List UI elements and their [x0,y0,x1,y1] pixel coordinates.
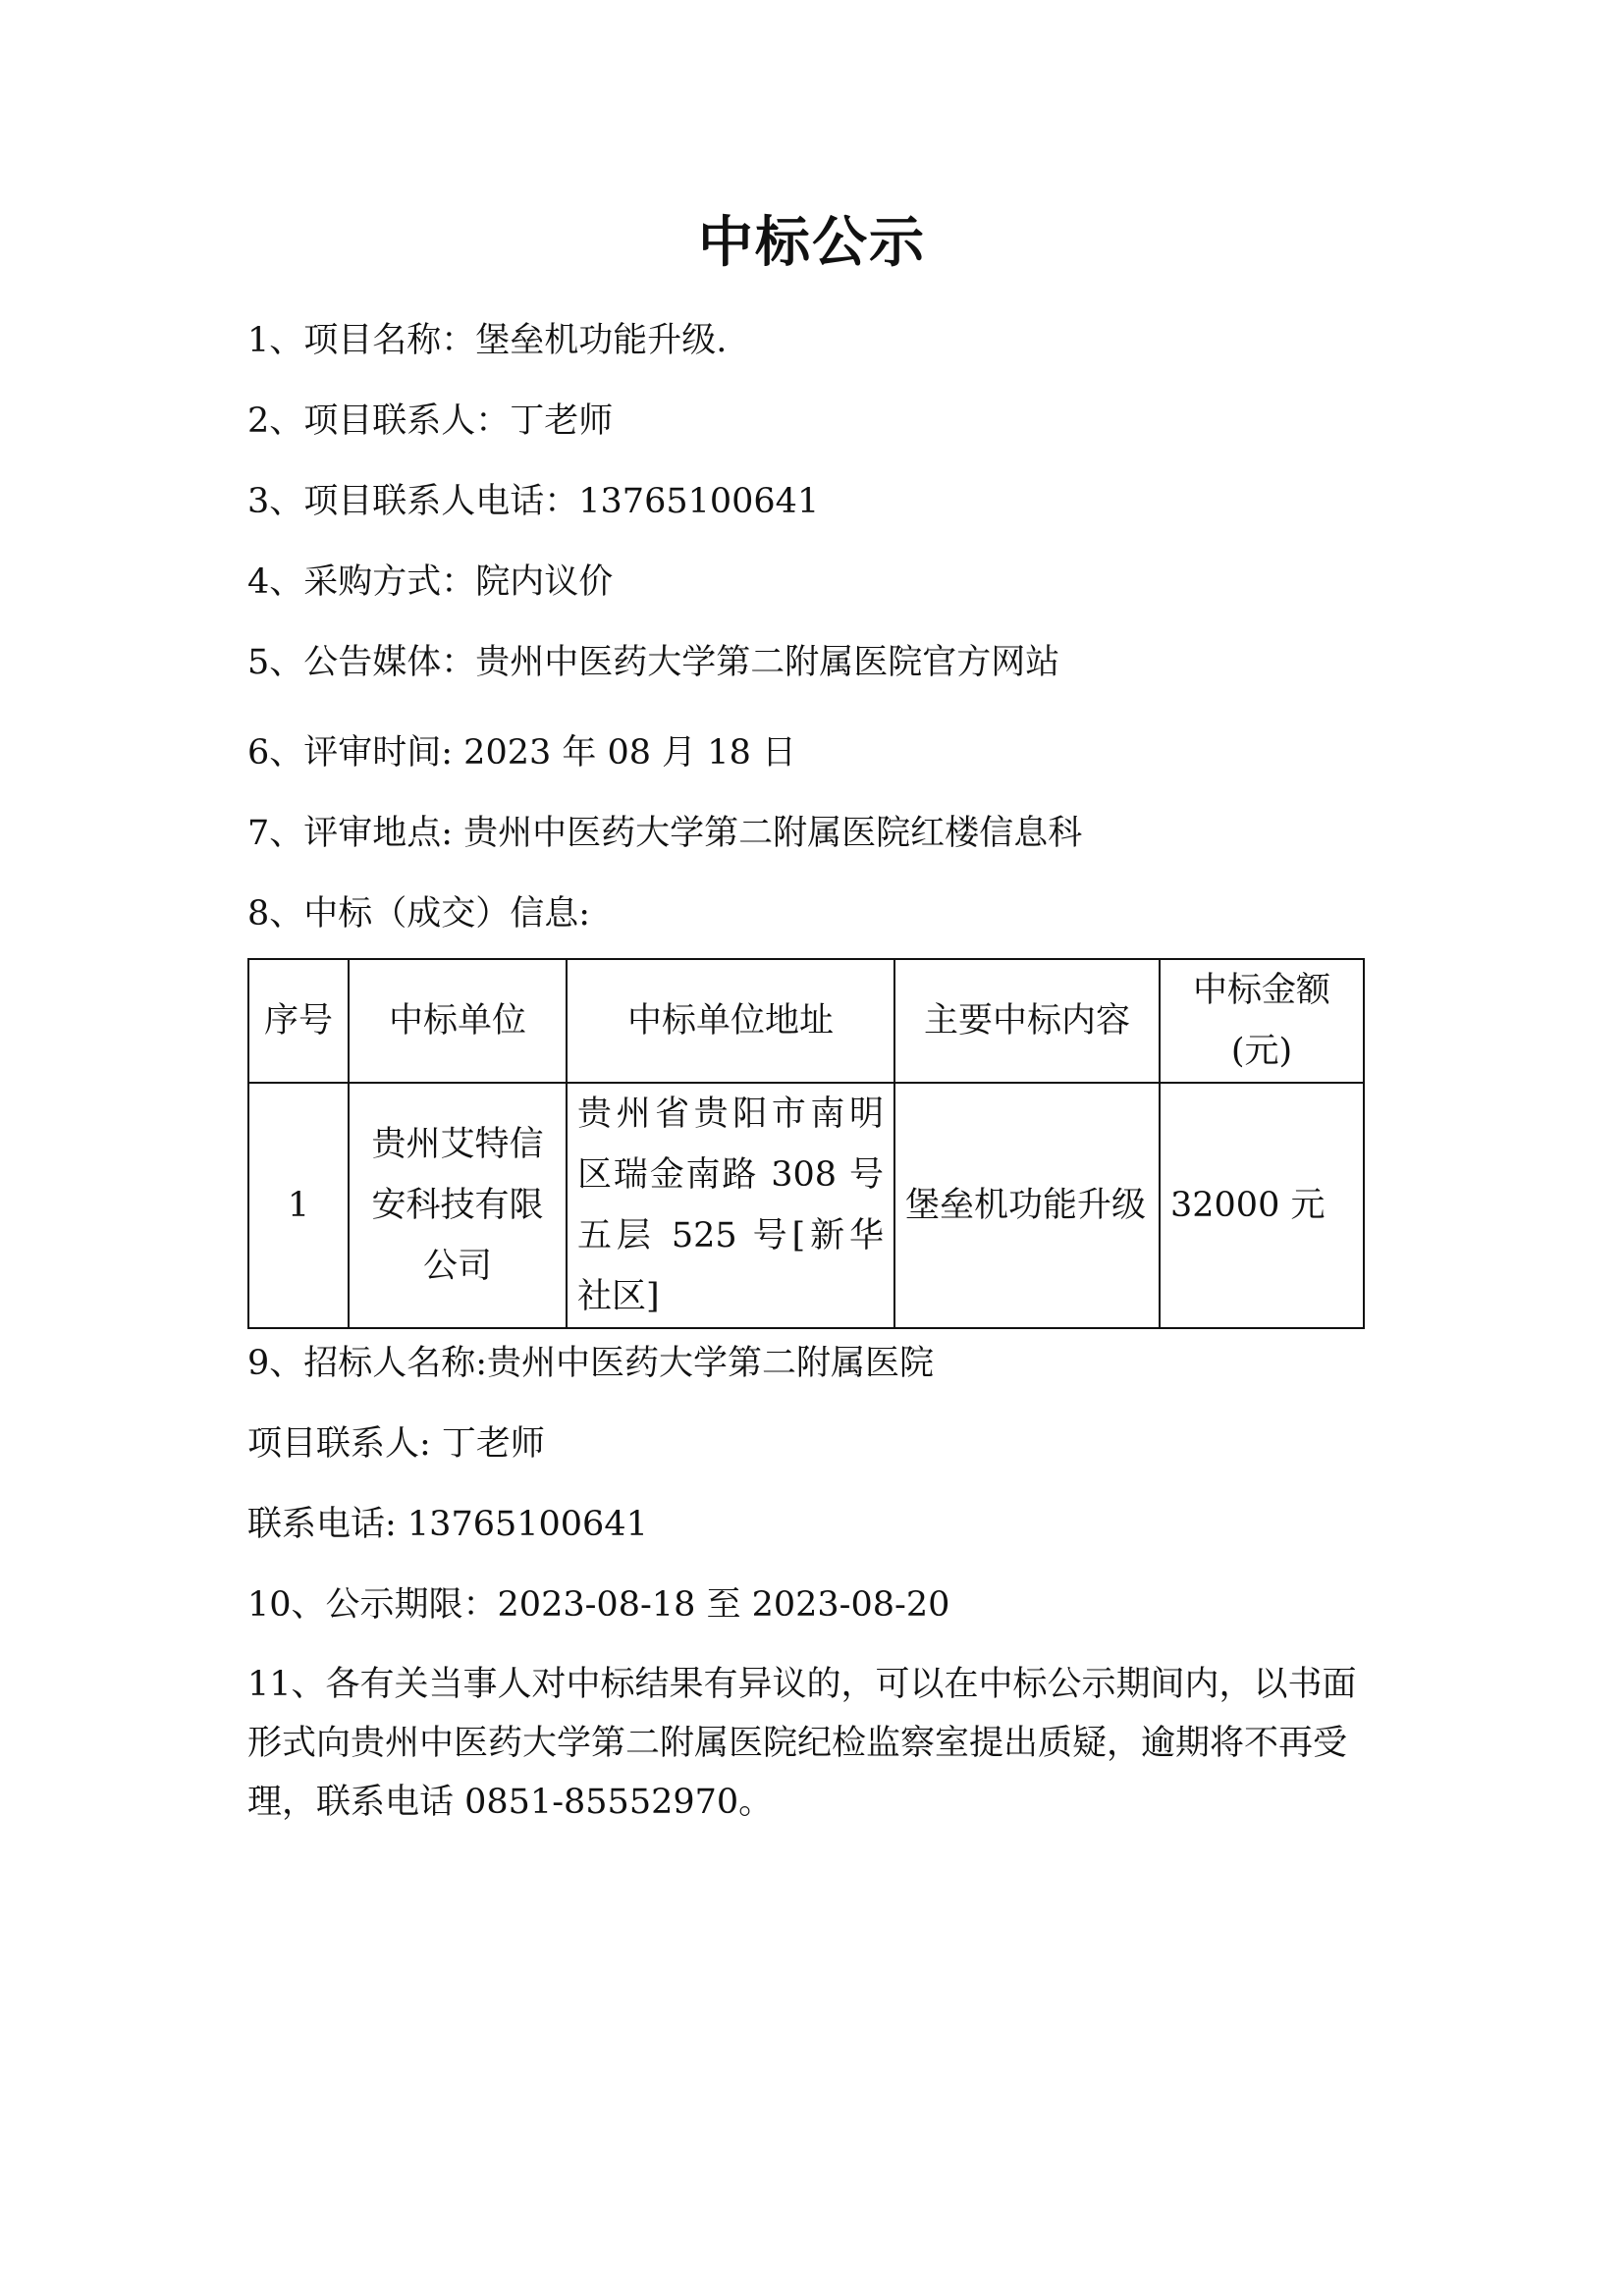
cell-amount: 32000 元 [1160,1083,1364,1328]
objection-notice: 11、各有关当事人对中标结果有异议的，可以在中标公示期间内，以书面形式向贵州中医药大学第二附属医院纪检监察室提出质疑，逾期将不再受理，联系电话 0851-85552970。 [247,1665,1357,1822]
footer-phone: 联系电话: 13765100641 [247,1505,648,1544]
tenderer-name: 9、招标人名称:贵州中医药大学第二附属医院 [247,1344,935,1383]
cell-content: 堡垒机功能升级 [894,1083,1160,1328]
announcement-media: 5、公告媒体：贵州中医药大学第二附属医院官方网站 [247,643,1060,682]
header-content: 主要中标内容 [894,959,1160,1083]
procurement-method: 4、采购方式：院内议价 [247,562,614,602]
header-no: 序号 [248,959,349,1083]
review-location: 7、评审地点: 贵州中医药大学第二附属医院红楼信息科 [247,814,1083,853]
table-header-row [248,959,1364,1083]
header-unit: 中标单位 [349,959,567,1083]
award-info-heading: 8、中标（成交）信息: [247,894,591,934]
project-contact-phone: 3、项目联系人电话：13765100641 [247,482,820,521]
cell-no: 1 [248,1083,349,1328]
cell-address: 贵州省贵阳市南明区瑞金南路 308 号五层 525 号[新华社区] [567,1083,894,1328]
project-contact: 2、项目联系人：丁老师 [247,401,614,441]
page-title: 中标公示 [698,211,926,275]
publicity-period: 10、公示期限：2023-08-18 至 2023-08-20 [247,1585,950,1625]
header-amount: 中标金额(元) [1160,959,1364,1083]
footer-contact: 项目联系人: 丁老师 [247,1424,545,1464]
table-row [248,1083,1364,1328]
header-address: 中标单位地址 [567,959,894,1083]
cell-unit: 贵州艾特信安科技有限公司 [349,1083,567,1328]
award-table [247,958,1365,1329]
project-name: 1、项目名称：堡垒机功能升级. [247,321,728,360]
review-time: 6、评审时间: 2023 年 08 月 18 日 [247,733,796,773]
